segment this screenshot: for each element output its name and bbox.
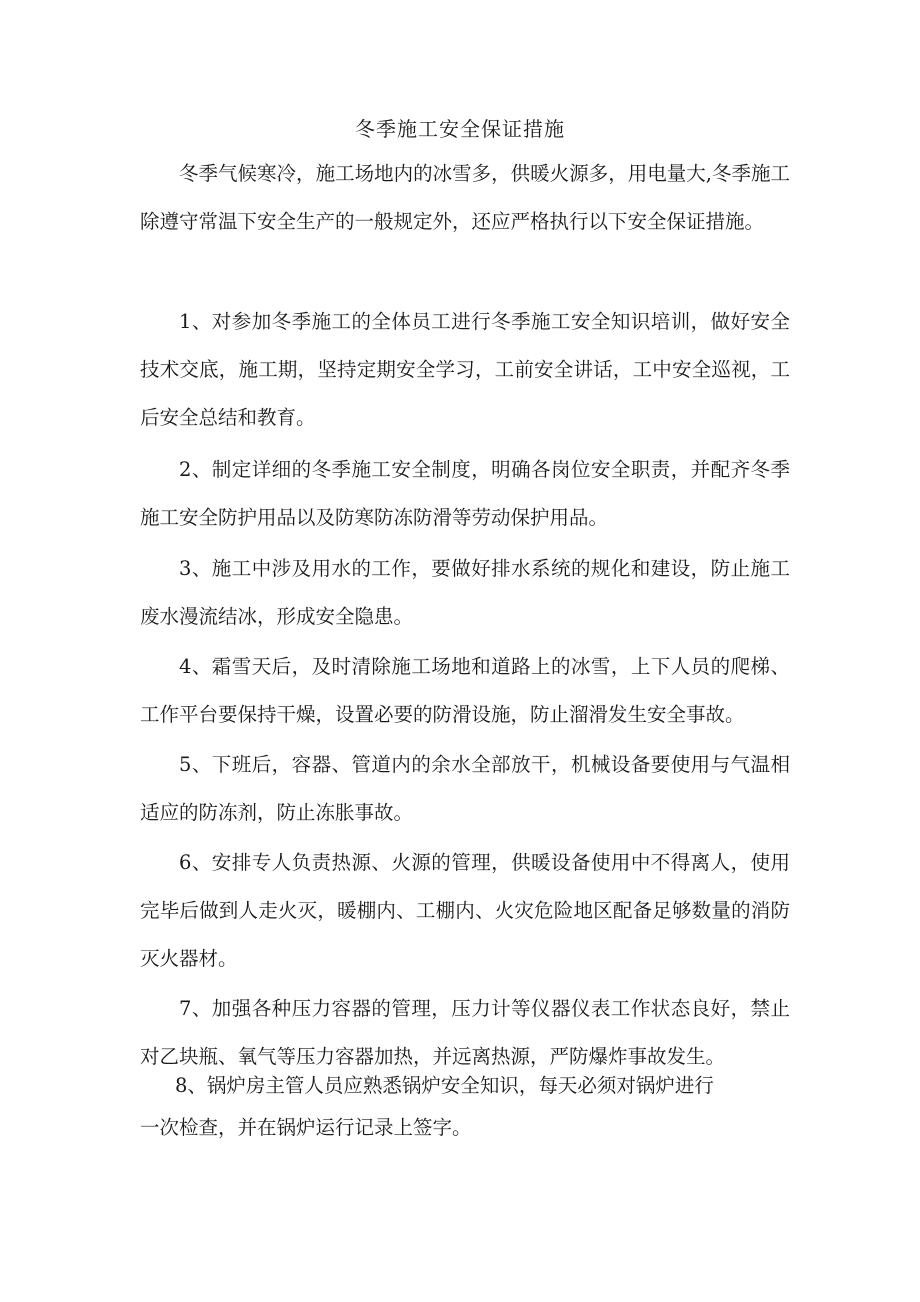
- measure-item-5: 5、下班后，容器、管道内的余水全部放干，机械设备要使用与气温相适应的防冻剂，防止冻胀事故。: [140, 753, 790, 824]
- document-title: 冬季施工安全保证措施: [355, 117, 565, 141]
- measure-item-3: 3、施工中涉及用水的工作，要做好排水系统的规化和建设，防止施工废水漫流结冰，形成安全隐患。: [140, 557, 790, 628]
- intro-paragraph: 冬季气候寒冷，施工场地内的冰雪多，供暖火源多，用电量大,冬季施工除遵守常温下安全生产的一般规定外，还应严格执行以下安全保证措施。: [140, 162, 790, 233]
- measure-item-7: 7、加强各种压力容器的管理，压力计等仪器仪表工作状态良好，禁止对乙块瓶、氧气等压力容器加热，并远离热源，严防爆炸事故发生。: [140, 997, 790, 1068]
- measure-item-8-line-1: 8、锅炉房主管人员应熟悉锅炉安全知识，每天必须对锅炉进行: [175, 1074, 714, 1097]
- measure-item-6: 6、安排专人负责热源、火源的管理，供暖设备使用中不得离人，使用完毕后做到人走火灭，暖棚内、工棚内、火灾危险地区配备足够数量的消防灭火器材。: [140, 851, 790, 970]
- measure-item-4: 4、霜雪天后，及时清除施工场地和道路上的冰雪，上下人员的爬梯、工作平台要保持干燥，设置必要的防滑设施，防止溜滑发生安全事故。: [140, 655, 790, 726]
- measure-item-2: 2、制定详细的冬季施工安全制度，明确各岗位安全职责，并配齐冬季施工安全防护用品以及防寒防冻防滑等劳动保护用品。: [140, 458, 790, 529]
- measure-item-1: 1、对参加冬季施工的全体员工进行冬季施工安全知识培训，做好安全技术交底，施工期，坚持定期安全学习，工前安全讲话，工中安全巡视，工后安全总结和教育。: [140, 310, 790, 429]
- measure-item-8-line-2: 一次检查，并在锅炉运行记录上签字。: [140, 1116, 472, 1139]
